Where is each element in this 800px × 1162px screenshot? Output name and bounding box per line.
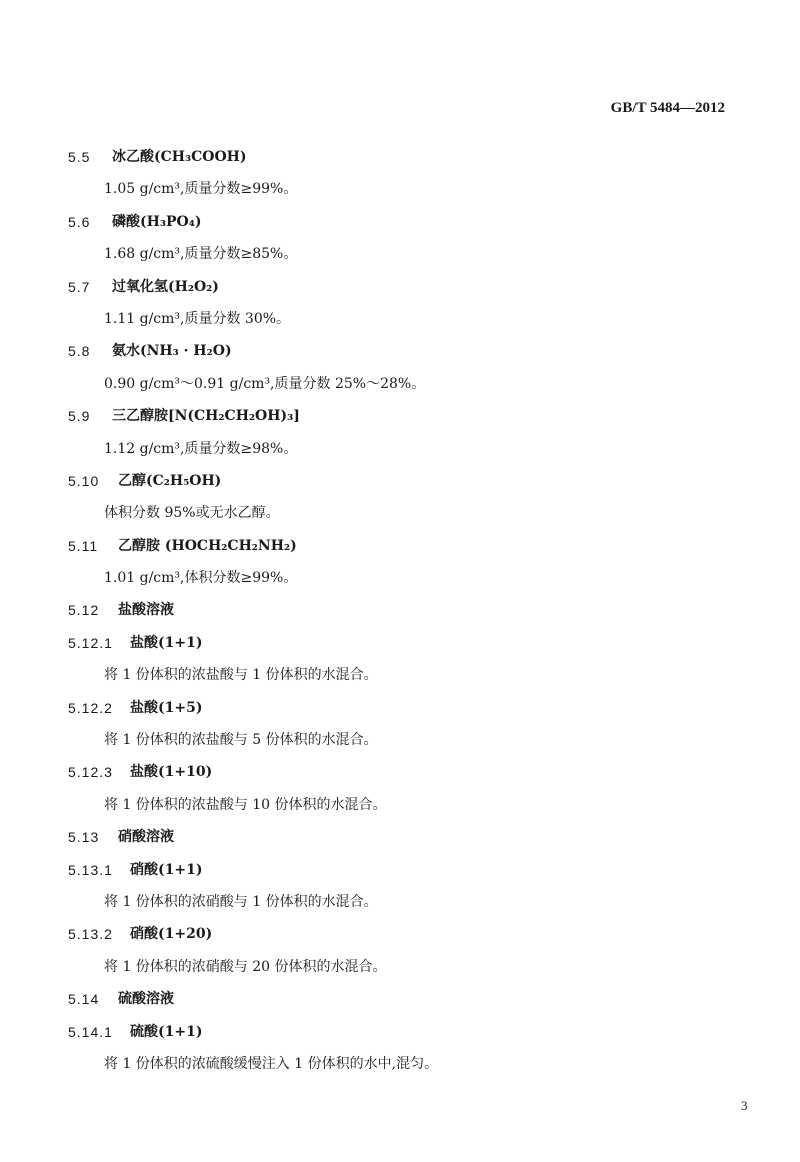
section-heading <box>0 761 800 793</box>
section-number: 5.7 <box>68 278 91 295</box>
section-title: 氨水(NH₃ · H₂O) <box>112 343 232 360</box>
section-text <box>0 373 800 405</box>
section-heading <box>0 697 800 729</box>
section-heading <box>0 826 800 858</box>
paragraph-text: 1.68 g/cm³,质量分数≥85%。 <box>104 246 298 263</box>
paragraph-text: 将 1 份体积的浓盐酸与 1 份体积的水混合。 <box>104 667 378 684</box>
paragraph-text: 将 1 份体积的浓硝酸与 20 份体积的水混合。 <box>104 958 387 975</box>
section-title: 硝酸溶液 <box>118 829 174 846</box>
section-heading <box>0 146 800 178</box>
paragraph-text: 1.05 g/cm³,质量分数≥99%。 <box>104 181 298 198</box>
section-text <box>0 308 800 340</box>
section-heading <box>0 340 800 372</box>
standard-number: GB/T 5484—2012 <box>610 100 725 116</box>
section-title: 硫酸溶液 <box>118 991 174 1008</box>
section-text <box>0 794 800 826</box>
section-text <box>0 729 800 761</box>
section-text <box>0 438 800 470</box>
paragraph-text: 1.12 g/cm³,质量分数≥98%。 <box>104 440 298 457</box>
section-title: 三乙醇胺[N(CH₂CH₂OH)₃] <box>112 408 300 425</box>
section-number: 5.12 <box>68 602 100 619</box>
section-title: 硫酸(1+1) <box>130 1023 203 1040</box>
section-text <box>0 1053 800 1085</box>
section-heading <box>0 1021 800 1053</box>
section-heading <box>0 599 800 631</box>
section-text <box>0 243 800 275</box>
section-text <box>0 891 800 923</box>
section-text <box>0 664 800 696</box>
section-title: 冰乙酸(CH₃COOH) <box>112 149 247 165</box>
section-number: 5.5 <box>68 149 91 165</box>
section-number: 5.9 <box>68 408 91 425</box>
section-heading <box>0 211 800 243</box>
paragraph-text: 1.11 g/cm³,质量分数 30%。 <box>104 310 291 327</box>
paragraph-text: 将 1 份体积的浓硫酸缓慢注入 1 份体积的水中,混匀。 <box>104 1055 439 1072</box>
section-heading <box>0 276 800 308</box>
section-text <box>0 956 800 988</box>
section-title: 磷酸(H₃PO₄) <box>112 213 202 230</box>
section-number: 5.11 <box>68 537 99 554</box>
section-title: 盐酸(1+1) <box>130 634 203 651</box>
paragraph-text: 将 1 份体积的浓盐酸与 10 份体积的水混合。 <box>104 796 387 813</box>
paragraph-text: 1.01 g/cm³,体积分数≥99%。 <box>104 570 298 587</box>
page-number: 3 <box>741 1098 748 1113</box>
section-number: 5.6 <box>68 213 91 230</box>
section-number: 5.10 <box>68 472 100 489</box>
section-title: 硝酸(1+1) <box>130 861 203 878</box>
section-heading <box>0 470 800 502</box>
section-title: 乙醇(C₂H₅OH) <box>118 472 222 489</box>
section-number: 5.14.1 <box>68 1023 113 1040</box>
paragraph-text: 0.90 g/cm³～0.91 g/cm³,质量分数 25%～28%。 <box>104 375 426 392</box>
section-number: 5.14 <box>68 991 100 1008</box>
section-title: 盐酸(1+5) <box>130 699 203 716</box>
paragraph-text: 将 1 份体积的浓硝酸与 1 份体积的水混合。 <box>104 893 378 910</box>
document-body <box>0 146 800 1085</box>
section-number: 5.13 <box>68 829 100 846</box>
section-heading <box>0 535 800 567</box>
section-text <box>0 502 800 534</box>
section-number: 5.8 <box>68 343 91 360</box>
section-title: 乙醇胺 (HOCH₂CH₂NH₂) <box>118 537 297 554</box>
section-heading <box>0 859 800 891</box>
section-title: 硝酸(1+20) <box>130 926 213 943</box>
section-title: 盐酸溶液 <box>118 602 174 619</box>
section-title: 过氧化氢(H₂O₂) <box>112 278 219 295</box>
paragraph-text: 体积分数 95%或无水乙醇。 <box>104 505 280 522</box>
section-number: 5.12.3 <box>68 764 113 781</box>
section-text <box>0 567 800 599</box>
section-heading <box>0 632 800 664</box>
section-number: 5.12.2 <box>68 699 113 716</box>
section-number: 5.13.2 <box>68 926 113 943</box>
section-heading <box>0 405 800 437</box>
section-text <box>0 178 800 210</box>
section-number: 5.13.1 <box>68 861 113 878</box>
section-number: 5.12.1 <box>68 634 113 651</box>
section-heading <box>0 988 800 1020</box>
section-title: 盐酸(1+10) <box>130 764 213 781</box>
paragraph-text: 将 1 份体积的浓盐酸与 5 份体积的水混合。 <box>104 732 378 749</box>
section-heading <box>0 923 800 955</box>
